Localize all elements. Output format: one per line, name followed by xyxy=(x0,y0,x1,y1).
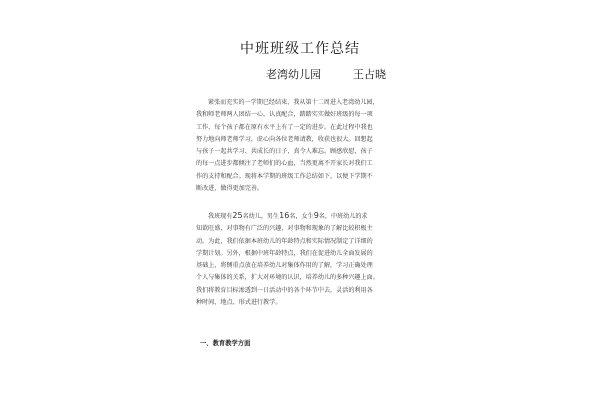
paragraph-line: 学期计划。另外，根据中班年龄特点，我们在促进幼儿全面发展的 xyxy=(196,249,373,257)
text-fragment: 名，女生 xyxy=(289,213,314,220)
school-name: 老湾幼儿园 xyxy=(266,68,321,81)
section-heading: 一、教育教学方面 xyxy=(200,340,251,347)
paragraph-line: 与孩子一起共学习、共成长的日子，真令人难忘。顾感欣慰，孩子 xyxy=(196,148,373,156)
girls-count: 9 xyxy=(313,211,319,220)
boys-count: 16 xyxy=(279,211,290,220)
paragraph-line: 工作，每个孩子都在原有水平上有了一定的进步。在此过程中我也 xyxy=(196,123,373,131)
byline xyxy=(266,66,386,82)
paragraph-line: 的每一点进步都倾注了老师们的心血，当然更离不开家长对我们工 xyxy=(196,160,373,168)
author-name: 王占晓 xyxy=(353,68,386,81)
total-children-count: 25 xyxy=(232,211,243,220)
paragraph-line: 紧张而充实的一学期已经结束，我从第十二周进入老湾幼儿园， xyxy=(208,99,379,106)
paragraph-line: 断改进，做得更加完善。 xyxy=(196,185,264,193)
paragraph-line: 知欲旺盛，对事物有广泛的兴趣，对事物和现象的了解比较积极主 xyxy=(196,225,373,233)
paragraph-line: 我和师老师两人团结一心，认真配合，踏踏实实做好班级的每一项 xyxy=(196,111,373,119)
class-overview-paragraph xyxy=(196,210,410,309)
document-title: 中班班级工作总结 xyxy=(240,41,360,57)
text-fragment: 我班现有 xyxy=(208,213,233,220)
paragraph-line: 努力地向师老师学习，虚心向各位老师请教，收获也很大。回想起 xyxy=(196,135,373,143)
paragraph-line: 个人与集体的关系，扩大对环境的认识，培养幼儿的多种兴趣上面。 xyxy=(196,274,379,282)
paragraph-first-line xyxy=(196,210,410,223)
paragraph-line: 动。为此，我们依据本班幼儿的年龄特点和实际情况制定了详细的 xyxy=(196,237,373,245)
text-fragment: 名幼儿，男生 xyxy=(242,213,280,220)
paragraph-line: 种时间、地点、形式进行教学。 xyxy=(196,299,282,307)
paragraph-line: 作的支持和配合。现将本学期的班级工作总结如下，以便下学期不 xyxy=(196,172,373,180)
intro-paragraph xyxy=(196,97,410,195)
paragraph-line: 基础上，将侧重点放在培养幼儿对集体作用的了解，学习正确处理 xyxy=(196,262,373,270)
text-fragment: 名，中班幼儿的求 xyxy=(318,213,368,220)
paragraph-line: 我们将教育目标渗透到一日活动中的各个环节中去，灵活的利用各 xyxy=(196,286,373,294)
